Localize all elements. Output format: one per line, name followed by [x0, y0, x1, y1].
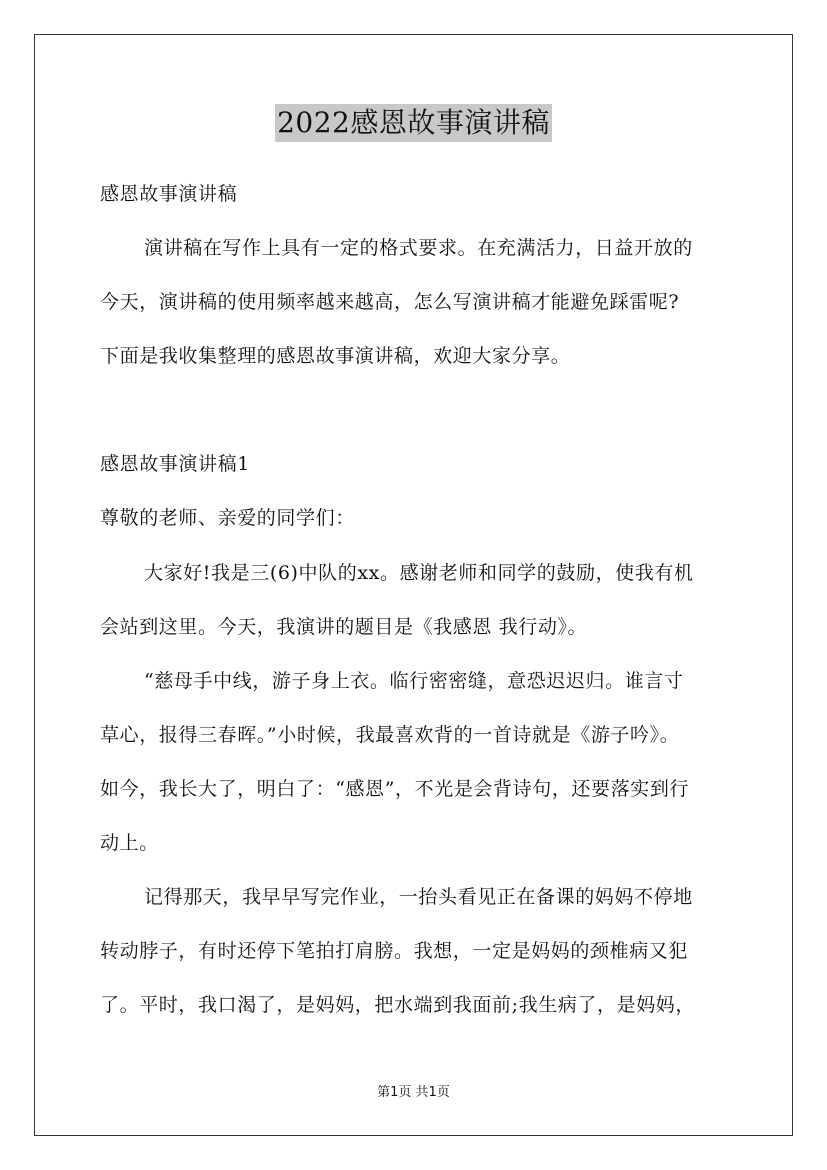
paragraph-line: 草心，报得三春晖。”小时候，我最喜欢背的一首诗就是《游子吟》。	[100, 724, 680, 746]
page-footer: 第1页 共1页	[377, 1085, 450, 1100]
paragraph-line: 了。平时，我口渴了，是妈妈，把水端到我面前;我生病了，是妈妈，	[100, 994, 696, 1016]
document-title: 2022感恩故事演讲稿	[275, 104, 552, 142]
paragraph-line: 动上。	[100, 832, 159, 854]
paragraph-line: 大家好!我是三(6)中队的xx。感谢老师和同学的鼓励，使我有机	[144, 562, 694, 584]
paragraph-line: 今天，演讲稿的使用频率越来越高，怎么写演讲稿才能避免踩雷呢?	[100, 291, 680, 313]
paragraph-line: 记得那天，我早早写完作业，一抬头看见正在备课的妈妈不停地	[144, 886, 693, 908]
section-heading: 感恩故事演讲稿	[100, 183, 238, 205]
paragraph-line: 如今，我长大了，明白了：“感恩”，不光是会背诗句，还要落实到行	[100, 778, 690, 800]
section-heading: 感恩故事演讲稿1	[100, 453, 250, 475]
paragraph-line: “慈母手中线，游子身上衣。临行密密缝，意恐迟迟归。谁言寸	[144, 670, 684, 692]
paragraph-line: 转动脖子，有时还停下笔拍打肩膀。我想，一定是妈妈的颈椎病又犯	[100, 940, 689, 962]
title-container	[0, 104, 827, 142]
paragraph-line: 演讲稿在写作上具有一定的格式要求。在充满活力，日益开放的	[144, 237, 693, 259]
paragraph-line: 下面是我收集整理的感恩故事演讲稿，欢迎大家分享。	[100, 345, 571, 367]
paragraph-line: 会站到这里。今天，我演讲的题目是《我感恩 我行动》。	[100, 616, 588, 638]
salutation: 尊敬的老师、亲爱的同学们：	[100, 507, 355, 529]
